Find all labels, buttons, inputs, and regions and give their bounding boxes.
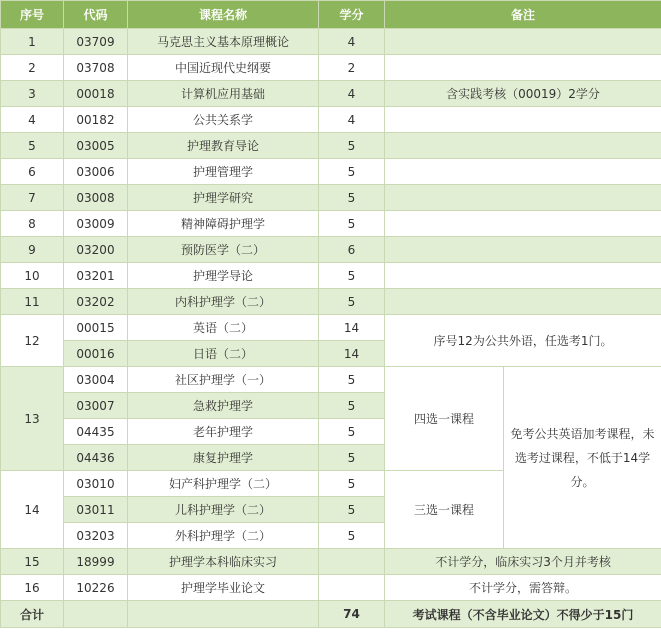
cell-name: 康复护理学 — [128, 445, 319, 471]
total-row — [1, 601, 661, 628]
cell-name: 老年护理学 — [128, 419, 319, 445]
cell-note-group13: 四选一课程 — [385, 367, 504, 471]
cell-seq: 6 — [1, 159, 64, 185]
cell-code: 04435 — [64, 419, 128, 445]
cell-note-group13-14: 免考公共英语加考课程，未选考过课程，不低于14学分。 — [504, 367, 661, 549]
cell-credit: 2 — [319, 55, 385, 81]
cell-name: 护理学研究 — [128, 185, 319, 211]
cell-credit: 5 — [319, 419, 385, 445]
cell-code: 00182 — [64, 107, 128, 133]
cell-code: 03708 — [64, 55, 128, 81]
cell-name: 公共关系学 — [128, 107, 319, 133]
cell-note — [385, 185, 661, 211]
cell-note — [385, 133, 661, 159]
cell-code: 04436 — [64, 445, 128, 471]
table-row — [1, 315, 661, 341]
cell-code: 00015 — [64, 315, 128, 341]
table-row — [1, 549, 661, 575]
cell-seq: 16 — [1, 575, 64, 601]
cell-name: 内科护理学（二） — [128, 289, 319, 315]
header-note: 备注 — [385, 1, 661, 29]
cell-code: 03005 — [64, 133, 128, 159]
cell-name: 妇产科护理学（二） — [128, 471, 319, 497]
cell-credit: 5 — [319, 263, 385, 289]
cell-name: 预防医学（二） — [128, 237, 319, 263]
table-row — [1, 263, 661, 289]
cell-name: 社区护理学（一） — [128, 367, 319, 393]
cell-credit: 5 — [319, 133, 385, 159]
cell-credit: 5 — [319, 289, 385, 315]
cell-name: 计算机应用基础 — [128, 81, 319, 107]
header-code: 代码 — [64, 1, 128, 29]
cell-name: 儿科护理学（二） — [128, 497, 319, 523]
cell-credit: 4 — [319, 81, 385, 107]
cell-note — [385, 211, 661, 237]
cell-code: 03200 — [64, 237, 128, 263]
cell-credit — [319, 549, 385, 575]
cell-name: 急救护理学 — [128, 393, 319, 419]
cell-code: 03202 — [64, 289, 128, 315]
cell-credit: 14 — [319, 315, 385, 341]
header-seq: 序号 — [1, 1, 64, 29]
cell-code: 03709 — [64, 29, 128, 55]
cell-credit: 14 — [319, 341, 385, 367]
cell-code: 18999 — [64, 549, 128, 575]
cell-note: 序号12为公共外语，任选考1门。 — [385, 315, 661, 367]
cell-seq: 14 — [1, 471, 64, 549]
table-row — [1, 107, 661, 133]
cell-code: 03203 — [64, 523, 128, 549]
cell-code: 00016 — [64, 341, 128, 367]
cell-seq: 3 — [1, 81, 64, 107]
cell-seq: 8 — [1, 211, 64, 237]
cell-code: 10226 — [64, 575, 128, 601]
cell-note — [385, 107, 661, 133]
cell-note — [385, 237, 661, 263]
cell-credit: 5 — [319, 393, 385, 419]
cell-name: 外科护理学（二） — [128, 523, 319, 549]
cell-code: 00018 — [64, 81, 128, 107]
table-row — [1, 29, 661, 55]
cell-name: 英语（二） — [128, 315, 319, 341]
cell-name: 护理学导论 — [128, 263, 319, 289]
cell-credit: 5 — [319, 471, 385, 497]
cell-name: 日语（二） — [128, 341, 319, 367]
total-name — [128, 601, 319, 628]
cell-credit — [319, 575, 385, 601]
cell-seq: 9 — [1, 237, 64, 263]
table-row — [1, 185, 661, 211]
cell-credit: 5 — [319, 523, 385, 549]
table-row — [1, 55, 661, 81]
cell-seq: 10 — [1, 263, 64, 289]
cell-credit: 5 — [319, 211, 385, 237]
header-credit: 学分 — [319, 1, 385, 29]
cell-code: 03009 — [64, 211, 128, 237]
table-row — [1, 367, 661, 393]
table-row — [1, 211, 661, 237]
table-row — [1, 133, 661, 159]
cell-name: 护理教育导论 — [128, 133, 319, 159]
cell-seq: 12 — [1, 315, 64, 367]
table-row — [1, 237, 661, 263]
cell-name: 马克思主义基本原理概论 — [128, 29, 319, 55]
cell-note: 不计学分，需答辩。 — [385, 575, 661, 601]
cell-credit: 5 — [319, 159, 385, 185]
total-code — [64, 601, 128, 628]
cell-note-group14: 三选一课程 — [385, 471, 504, 549]
cell-seq: 11 — [1, 289, 64, 315]
cell-note — [385, 159, 661, 185]
cell-code: 03007 — [64, 393, 128, 419]
cell-seq: 15 — [1, 549, 64, 575]
cell-name: 中国近现代史纲要 — [128, 55, 319, 81]
cell-name: 精神障碍护理学 — [128, 211, 319, 237]
cell-seq: 4 — [1, 107, 64, 133]
cell-credit: 5 — [319, 497, 385, 523]
cell-seq: 7 — [1, 185, 64, 211]
cell-credit: 4 — [319, 29, 385, 55]
total-note: 考试课程（不含毕业论文）不得少于15门 — [385, 601, 661, 628]
total-label: 合计 — [1, 601, 64, 628]
header-row — [1, 1, 661, 29]
table-row — [1, 159, 661, 185]
cell-note — [385, 263, 661, 289]
cell-credit: 5 — [319, 367, 385, 393]
cell-note: 含实践考核（00019）2学分 — [385, 81, 661, 107]
table-row — [1, 575, 661, 601]
cell-code: 03201 — [64, 263, 128, 289]
cell-note — [385, 289, 661, 315]
table-row — [1, 289, 661, 315]
cell-note: 不计学分，临床实习3个月并考核 — [385, 549, 661, 575]
cell-credit: 6 — [319, 237, 385, 263]
cell-name: 护理管理学 — [128, 159, 319, 185]
total-credit: 74 — [319, 601, 385, 628]
cell-seq: 2 — [1, 55, 64, 81]
cell-note — [385, 55, 661, 81]
cell-note — [385, 29, 661, 55]
cell-code: 03004 — [64, 367, 128, 393]
cell-credit: 5 — [319, 185, 385, 211]
header-name: 课程名称 — [128, 1, 319, 29]
cell-code: 03010 — [64, 471, 128, 497]
cell-seq: 13 — [1, 367, 64, 471]
cell-seq: 5 — [1, 133, 64, 159]
cell-name: 护理学本科临床实习 — [128, 549, 319, 575]
cell-credit: 4 — [319, 107, 385, 133]
table-row — [1, 81, 661, 107]
cell-seq: 1 — [1, 29, 64, 55]
cell-name: 护理学毕业论文 — [128, 575, 319, 601]
cell-credit: 5 — [319, 445, 385, 471]
cell-code: 03008 — [64, 185, 128, 211]
cell-code: 03006 — [64, 159, 128, 185]
cell-code: 03011 — [64, 497, 128, 523]
